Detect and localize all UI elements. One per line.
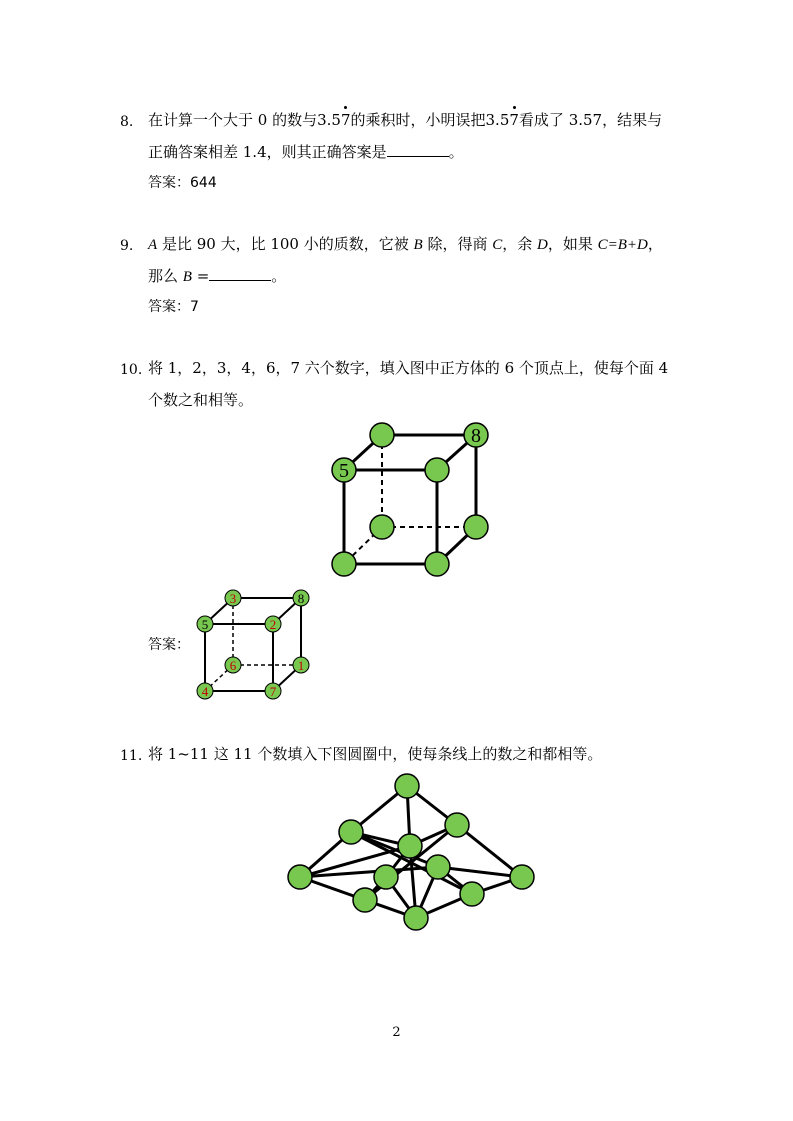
answer-digit-back-bottom-left: 6	[229, 658, 237, 673]
cube-vertex-front-bottom-right	[425, 552, 449, 576]
question-number-10: 10.	[120, 362, 143, 378]
network-diagram	[280, 770, 550, 940]
q10-answer-label: 答案：	[148, 637, 190, 653]
cube-vertex-front-bottom-left	[332, 552, 356, 576]
q8-text-part2: 的乘积时，小明误把	[350, 111, 486, 129]
question-11-line-1: 将 1~11 这 11 个数填入下图圆圈中，使每条线上的数之和都相等。	[148, 745, 603, 763]
network-node	[374, 865, 398, 889]
cube-vertex-back-bottom-right	[464, 515, 488, 539]
answer-digit-back-top-left: 3	[229, 591, 237, 606]
q8-text-part3: 看成了 3.57，结果与	[518, 111, 663, 129]
cube-vertex-front-top-right	[425, 458, 449, 482]
question-number-9: 9.	[120, 238, 134, 254]
answer-blank	[387, 142, 449, 157]
answer-blank	[209, 266, 271, 281]
question-number-11: 11.	[120, 748, 143, 764]
given-digit-8: 8	[471, 425, 481, 447]
network-node	[288, 865, 312, 889]
answer-digit-front-top-right: 2	[269, 617, 277, 632]
answer-digit-front-bottom-right: 7	[269, 684, 277, 699]
network-node	[426, 855, 450, 879]
question-10-line-2: 个数之和相等。	[148, 391, 254, 409]
answer-digit-front-bottom-left: 4	[201, 684, 209, 699]
network-node	[460, 882, 484, 906]
network-node	[353, 888, 377, 912]
q8-answer: 答案：644	[148, 175, 217, 191]
network-node	[445, 813, 469, 837]
question-number-8: 8.	[120, 114, 134, 130]
network-node	[510, 865, 534, 889]
question-10-line-1: 将 1，2，3，4，6，7 六个数字，填入图中正方体的 6 个顶点上，使每个面 4	[148, 359, 669, 377]
answer-cube-diagram	[192, 585, 317, 703]
network-node	[398, 834, 422, 858]
given-digit-5: 5	[339, 460, 349, 482]
cube-diagram	[320, 415, 500, 585]
question-9-line-1: A 是比 90 大，比 100 小的质数，它被 B 除，得商 C，余 D，如果 C=B+D，	[148, 235, 663, 253]
answer-digit-back-bottom-right: 1	[297, 658, 305, 673]
cube-vertex-back-bottom-left	[370, 515, 394, 539]
network-node	[404, 906, 428, 930]
q8-text-part1: 在计算一个大于 0 的数与	[148, 111, 318, 129]
network-node	[339, 820, 363, 844]
q8-decimal-2: 3.57	[485, 111, 519, 129]
page-number: 2	[392, 1025, 401, 1040]
answer-digit-back-top-right: 8	[297, 591, 305, 606]
question-8-line-1	[148, 110, 662, 130]
cube-vertex-back-top-left	[370, 423, 394, 447]
q9-answer: 答案：7	[148, 299, 199, 315]
question-8-line-2: 正确答案相差 1.4，则其正确答案是 。	[148, 143, 464, 161]
question-9-line-2: 那么 B = 。	[148, 267, 287, 285]
answer-digit-front-top-left: 5	[201, 617, 209, 632]
network-node	[395, 774, 419, 798]
q8-decimal-1: 3.57	[317, 111, 351, 129]
